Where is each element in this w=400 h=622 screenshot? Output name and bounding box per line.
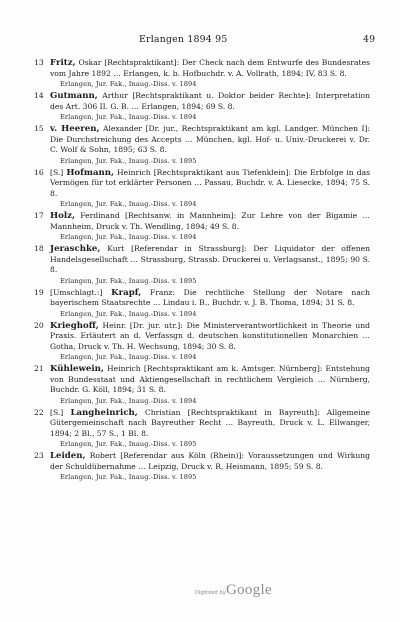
entry-text: Ferdinand [Rechtsanw. in Mannheim]: Zur Lehre von der Bigamie … Mannheim, Druck v. Th. Wendling, 1894; 49 S. 8. <box>50 211 370 231</box>
bibliography-entry <box>34 408 370 450</box>
entry-author: Gutmann, <box>50 91 98 101</box>
entry-number: 19 <box>34 287 44 297</box>
entry-note: Erlangen, Jur. Fak., Inaug.-Diss. v. 1894 <box>60 309 197 318</box>
entry-text: Robert [Referendar aus Köln (Rhein)]: Voraussetzungen und Wirkung der Schuldübernahme … Leipzig, Druck v. R. Heismann, 1895; 59 S. 8. <box>50 451 370 471</box>
entry-note: Erlangen, Jur. Fak., Inaug.-Diss. v. 1894 <box>60 353 197 361</box>
entry-number: 16 <box>34 167 44 177</box>
page-header <box>0 34 400 48</box>
bibliography-list <box>34 58 370 484</box>
entry-text: Oskar [Rechtspraktikant]: Der Check nach dem Entwurfe des Bundesrates vom Jahre 1892 … Erlangen, k. b. Hofbuchdr. v. A. Vollrath, 1894; IV, 83 S. 8. <box>50 58 370 78</box>
digitized-by-label: Digitized by <box>195 590 226 596</box>
bibliography-entry <box>34 288 370 319</box>
entry-text: Arthur [Rechtspraktikant u. Doktor beider Rechte]: Interpretation des Art. 306 II. G. B. … Erlangen, 1894; 69 S. 8. <box>50 91 370 111</box>
bibliography-entry <box>34 168 370 210</box>
entry-note: Erlangen, Jur. Fak., Inaug.-Diss. v. 1895 <box>60 156 197 165</box>
entry-body <box>50 408 370 440</box>
bibliography-entry <box>34 124 370 166</box>
google-logo: Google <box>226 582 272 598</box>
entry-author: Kühlewein, <box>50 364 104 374</box>
entry-author: Leiden, <box>50 451 86 461</box>
entry-text: Franz: Die rechtliche Stellung der Notare nach bayerischem Staatsrechte … Lindau i. B., Buchdr. v. J. B. Thoma, 1894; 31 S. 8. <box>50 287 370 307</box>
entry-number: 17 <box>34 211 44 220</box>
entry-body <box>50 451 370 472</box>
entry-note: Erlangen, Jur. Fak., Inaug.-Diss. v. 1894 <box>60 396 197 405</box>
entry-text: Kurt [Referendar in Strassburg]: Der Liquidator der offenen Handelsgesellschaft … Strassburg, Strassb. Druckerei u. Verlagsanst., 1895; 90 S. 8. <box>50 244 370 274</box>
entry-body <box>50 244 370 276</box>
bibliography-entry <box>34 211 370 242</box>
entry-text: Heinr. [Dr. jur. utr.]: Die Ministerverantwortlichkeit in Theorie und Praxis. Erläutert an d. Verfassgn d. deutschen konstitutionellen Monarchien … Gotha, Druck v. Th. H. Wechsung, 1894; 30 S. 8. <box>50 320 370 351</box>
entry-number: 20 <box>34 320 44 330</box>
entry-author: Hofmann, <box>66 167 115 178</box>
entry-note: Erlangen, Jur. Fak., Inaug.-Diss. v. 1895 <box>60 440 197 448</box>
entry-number: 13 <box>34 58 44 67</box>
entry-text: Heinrich [Rechtspraktikant am k. Amtsger. Nürnberg]: Entstehung von Bundesstaat und Aktiengesellschaft in rechtlichem Vergleich … Nürnberg, Buchdr. G. Köll, 1894; 31 S. 8. <box>50 364 370 394</box>
entry-body <box>50 288 370 309</box>
entry-author: v. Heeren, <box>50 124 100 134</box>
entry-author: Fritz, <box>50 58 76 68</box>
entry-number: 21 <box>34 364 44 373</box>
entry-text: Heinrich [Rechtspraktikant aus Tiefenklein]: Die Erbfolge in das Vermögen für tot erklärter Personen … Passau, Buchdr. v. A. Liesecke, 1894; 75 S. 8. <box>50 167 370 198</box>
entry-author: Krieghoff, <box>50 320 99 331</box>
entry-text: Alexander [Dr. jur., Rechtspraktikant am kgl. Landger. München I]: Die Durchstreichung des Accepts … München, kgl. Hof- u. Univ.-Druckerei v. Dr. C. Wolf & Sohn, 1895; 63 S. 8. <box>50 124 370 154</box>
bibliography-entry <box>34 451 370 482</box>
entry-number: 23 <box>34 451 44 460</box>
entry-body <box>50 91 370 112</box>
entry-body <box>50 211 370 232</box>
entry-author: Langheinrich, <box>70 407 138 418</box>
entry-number: 22 <box>34 407 44 417</box>
running-title: Erlangen 1894 95 <box>139 34 228 45</box>
bibliography-entry <box>34 244 370 286</box>
entry-body <box>50 58 370 79</box>
entry-number: 14 <box>34 91 44 100</box>
page-number: 49 <box>363 34 376 45</box>
entry-note: Erlangen, Jur. Fak., Inaug.-Diss. v. 1894 <box>60 233 197 241</box>
entry-prefix: [Umschlagt.:] <box>50 287 112 297</box>
entry-note: Erlangen, Jur. Fak., Inaug.-Diss. v. 1894 <box>60 200 197 208</box>
entry-body <box>50 168 370 200</box>
entry-text: Christian [Rechtspraktikant in Bayreuth]: Allgemeine Gütergemeinschaft nach Bayreuther Recht … Bayreuth, Druck v. L. Ellwanger, 1894; 2 Bl., 57 S., 1 Bl. 8. <box>50 407 370 438</box>
digitization-watermark <box>0 580 400 604</box>
entry-prefix: [S.] <box>50 407 71 417</box>
bibliography-entry <box>34 91 370 122</box>
entry-body <box>50 364 370 396</box>
entry-body <box>50 124 370 156</box>
entry-note: Erlangen, Jur. Fak., Inaug.-Diss. v. 1894 <box>60 113 197 121</box>
bibliography-entry <box>34 364 370 406</box>
bibliography-entry <box>34 321 370 363</box>
entry-prefix: [S.] <box>50 167 67 177</box>
entry-number: 15 <box>34 124 44 133</box>
entry-body <box>50 321 370 353</box>
entry-author: Krapf, <box>111 287 142 298</box>
entry-author: Holz, <box>50 211 75 221</box>
entry-number: 18 <box>34 244 44 253</box>
entry-note: Erlangen, Jur. Fak., Inaug.-Diss. v. 1895 <box>60 276 197 285</box>
entry-note: Erlangen, Jur. Fak., Inaug.-Diss. v. 1895 <box>60 473 197 481</box>
bibliography-entry <box>34 58 370 89</box>
entry-note: Erlangen, Jur. Fak., Inaug.-Diss. v. 1894 <box>60 80 197 88</box>
entry-author: Jeraschke, <box>50 244 101 254</box>
